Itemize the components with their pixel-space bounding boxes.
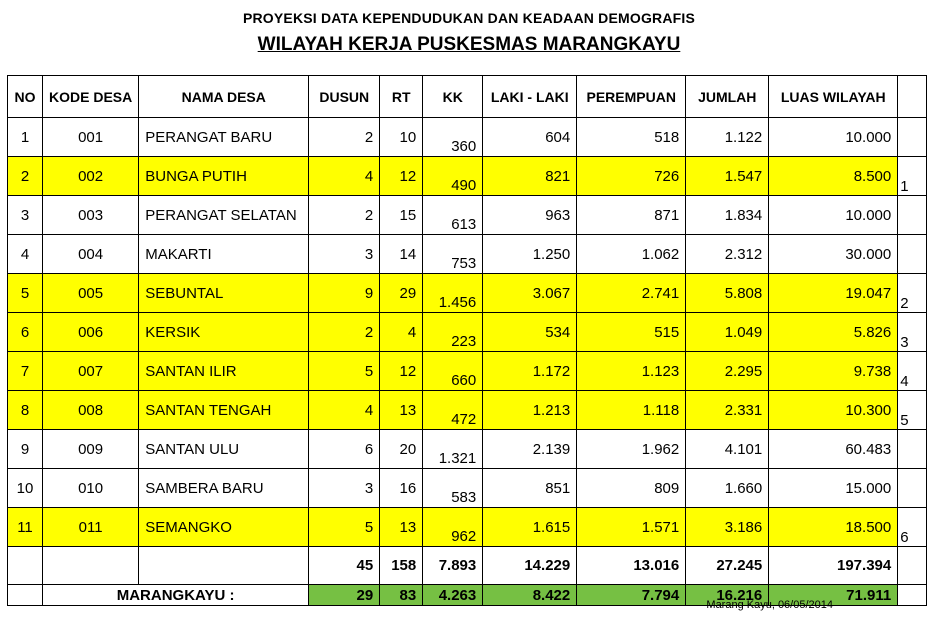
cell-kk: 753 (423, 235, 483, 274)
sum-perempuan: 13.016 (577, 547, 686, 585)
cell-kk: 223 (423, 313, 483, 352)
total-perempuan: 7.794 (577, 585, 686, 606)
cell-laki-laki: 1.172 (483, 352, 577, 391)
cell-marker (898, 430, 927, 469)
cell-laki-laki: 604 (483, 118, 577, 157)
cell-kk: 660 (423, 352, 483, 391)
sum-jumlah: 27.245 (686, 547, 769, 585)
cell-nama-desa: MAKARTI (139, 235, 309, 274)
report-title: PROYEKSI DATA KEPENDUDUKAN DAN KEADAAN DEMOGRAFIS (242, 10, 696, 26)
cell-marker (898, 118, 927, 157)
cell-luas-wilayah: 5.826 (769, 313, 898, 352)
cell-dusun: 5 (309, 508, 380, 547)
cell-kk: 1.321 (423, 430, 483, 469)
table-row (8, 235, 927, 274)
cell-kk: 472 (423, 391, 483, 430)
cell-laki-laki: 1.213 (483, 391, 577, 430)
cell-no: 11 (8, 508, 43, 547)
cell-jumlah: 4.101 (686, 430, 769, 469)
cell-kk: 583 (423, 469, 483, 508)
cell-kode-desa: 007 (43, 352, 139, 391)
cell-no: 10 (8, 469, 43, 508)
sum-kk: 7.893 (423, 547, 483, 585)
cell-perempuan: 515 (577, 313, 686, 352)
cell-luas-wilayah: 10.000 (769, 118, 898, 157)
sum-empty-kode (43, 547, 139, 585)
cell-kk: 962 (423, 508, 483, 547)
table-row (8, 352, 927, 391)
header-nama-desa: NAMA DESA (139, 76, 309, 118)
cell-luas-wilayah: 15.000 (769, 469, 898, 508)
cell-luas-wilayah: 18.500 (769, 508, 898, 547)
header-dusun: DUSUN (309, 76, 380, 118)
cell-laki-laki: 1.615 (483, 508, 577, 547)
cell-no: 2 (8, 157, 43, 196)
cell-nama-desa: SANTAN ILIR (139, 352, 309, 391)
cell-perempuan: 2.741 (577, 274, 686, 313)
cell-rt: 4 (380, 313, 423, 352)
cell-no: 8 (8, 391, 43, 430)
cell-nama-desa: PERANGAT SELATAN (139, 196, 309, 235)
cell-nama-desa: PERANGAT BARU (139, 118, 309, 157)
cell-jumlah: 1.834 (686, 196, 769, 235)
cell-kode-desa: 004 (43, 235, 139, 274)
cell-perempuan: 1.962 (577, 430, 686, 469)
cell-luas-wilayah: 8.500 (769, 157, 898, 196)
header-kode-desa: KODE DESA (43, 76, 139, 118)
total-rt: 83 (380, 585, 423, 606)
cell-jumlah: 3.186 (686, 508, 769, 547)
cell-no: 9 (8, 430, 43, 469)
table-row (8, 118, 927, 157)
total-marker (898, 585, 927, 606)
total-empty-no (8, 585, 43, 606)
cell-no: 5 (8, 274, 43, 313)
report-subtitle: WILAYAH KERJA PUSKESMAS MARANGKAYU (257, 34, 681, 55)
total-luas-wilayah: 71.911 (769, 585, 898, 606)
total-dusun: 29 (309, 585, 380, 606)
table-row (8, 508, 927, 547)
cell-kode-desa: 005 (43, 274, 139, 313)
cell-marker (898, 196, 927, 235)
header-luas-wilayah: LUAS WILAYAH (769, 76, 898, 118)
table-body (8, 118, 927, 547)
cell-jumlah: 2.295 (686, 352, 769, 391)
cell-perempuan: 726 (577, 157, 686, 196)
cell-luas-wilayah: 60.483 (769, 430, 898, 469)
cell-laki-laki: 2.139 (483, 430, 577, 469)
cell-laki-laki: 3.067 (483, 274, 577, 313)
cell-dusun: 2 (309, 196, 380, 235)
cell-kode-desa: 006 (43, 313, 139, 352)
cell-dusun: 4 (309, 157, 380, 196)
cell-marker (898, 235, 927, 274)
cell-rt: 16 (380, 469, 423, 508)
cell-dusun: 2 (309, 118, 380, 157)
cell-nama-desa: SANTAN TENGAH (139, 391, 309, 430)
cell-jumlah: 1.122 (686, 118, 769, 157)
table-row (8, 430, 927, 469)
cell-laki-laki: 963 (483, 196, 577, 235)
header-row (8, 76, 927, 118)
cell-perempuan: 871 (577, 196, 686, 235)
cell-perempuan: 1.118 (577, 391, 686, 430)
cell-laki-laki: 1.250 (483, 235, 577, 274)
cell-marker: 3 (898, 313, 927, 352)
header-kk: KK (423, 76, 483, 118)
total-laki-laki: 8.422 (483, 585, 577, 606)
cell-luas-wilayah: 9.738 (769, 352, 898, 391)
cell-nama-desa: BUNGA PUTIH (139, 157, 309, 196)
cell-no: 7 (8, 352, 43, 391)
cell-kode-desa: 002 (43, 157, 139, 196)
cell-nama-desa: SAMBERA BARU (139, 469, 309, 508)
population-table (7, 75, 927, 606)
cell-kode-desa: 009 (43, 430, 139, 469)
cell-rt: 13 (380, 391, 423, 430)
cell-marker: 1 (898, 157, 927, 196)
cell-kode-desa: 010 (43, 469, 139, 508)
header-rt: RT (380, 76, 423, 118)
cell-perempuan: 1.062 (577, 235, 686, 274)
cell-dusun: 3 (309, 469, 380, 508)
cell-jumlah: 1.049 (686, 313, 769, 352)
header-jumlah: JUMLAH (686, 76, 769, 118)
cell-kk: 1.456 (423, 274, 483, 313)
table-row (8, 274, 927, 313)
total-jumlah: 16.216 (686, 585, 769, 606)
table-row (8, 157, 927, 196)
cell-kk: 613 (423, 196, 483, 235)
header-perempuan: PEREMPUAN (577, 76, 686, 118)
cell-rt: 14 (380, 235, 423, 274)
sum-luas-wilayah: 197.394 (769, 547, 898, 585)
cell-marker (898, 469, 927, 508)
cell-laki-laki: 851 (483, 469, 577, 508)
cell-jumlah: 1.547 (686, 157, 769, 196)
cell-kode-desa: 003 (43, 196, 139, 235)
cell-rt: 12 (380, 352, 423, 391)
cell-jumlah: 1.660 (686, 469, 769, 508)
header-laki-laki: LAKI - LAKI (483, 76, 577, 118)
cell-nama-desa: SEMANGKO (139, 508, 309, 547)
cell-kode-desa: 001 (43, 118, 139, 157)
report-date: Marang Kayu, 06/05/2014 (706, 599, 833, 611)
cell-dusun: 4 (309, 391, 380, 430)
sum-laki-laki: 14.229 (483, 547, 577, 585)
cell-rt: 15 (380, 196, 423, 235)
cell-dusun: 2 (309, 313, 380, 352)
cell-kk: 360 (423, 118, 483, 157)
cell-jumlah: 5.808 (686, 274, 769, 313)
cell-luas-wilayah: 19.047 (769, 274, 898, 313)
sum-empty-nama (139, 547, 309, 585)
cell-marker: 6 (898, 508, 927, 547)
cell-luas-wilayah: 10.300 (769, 391, 898, 430)
cell-dusun: 9 (309, 274, 380, 313)
cell-rt: 13 (380, 508, 423, 547)
cell-no: 4 (8, 235, 43, 274)
cell-marker: 2 (898, 274, 927, 313)
cell-perempuan: 1.571 (577, 508, 686, 547)
cell-kode-desa: 008 (43, 391, 139, 430)
cell-rt: 10 (380, 118, 423, 157)
cell-jumlah: 2.312 (686, 235, 769, 274)
cell-laki-laki: 534 (483, 313, 577, 352)
cell-perempuan: 809 (577, 469, 686, 508)
cell-rt: 20 (380, 430, 423, 469)
cell-nama-desa: KERSIK (139, 313, 309, 352)
cell-dusun: 6 (309, 430, 380, 469)
header-marker (898, 76, 927, 118)
cell-nama-desa: SANTAN ULU (139, 430, 309, 469)
cell-marker: 4 (898, 352, 927, 391)
total-label: MARANGKAYU : (43, 585, 309, 606)
table-row (8, 391, 927, 430)
cell-jumlah: 2.331 (686, 391, 769, 430)
cell-kk: 490 (423, 157, 483, 196)
sum-empty-no (8, 547, 43, 585)
cell-no: 3 (8, 196, 43, 235)
cell-rt: 29 (380, 274, 423, 313)
total-kk: 4.263 (423, 585, 483, 606)
cell-luas-wilayah: 30.000 (769, 235, 898, 274)
cell-marker: 5 (898, 391, 927, 430)
cell-laki-laki: 821 (483, 157, 577, 196)
cell-perempuan: 1.123 (577, 352, 686, 391)
sum-marker (898, 547, 927, 585)
cell-luas-wilayah: 10.000 (769, 196, 898, 235)
sum-rt: 158 (380, 547, 423, 585)
cell-dusun: 3 (309, 235, 380, 274)
cell-kode-desa: 011 (43, 508, 139, 547)
table-row (8, 313, 927, 352)
cell-perempuan: 518 (577, 118, 686, 157)
cell-rt: 12 (380, 157, 423, 196)
table-row (8, 196, 927, 235)
table-row (8, 469, 927, 508)
cell-no: 1 (8, 118, 43, 157)
cell-no: 6 (8, 313, 43, 352)
cell-nama-desa: SEBUNTAL (139, 274, 309, 313)
sum-dusun: 45 (309, 547, 380, 585)
cell-dusun: 5 (309, 352, 380, 391)
sum-row (8, 547, 927, 585)
header-no: NO (8, 76, 43, 118)
